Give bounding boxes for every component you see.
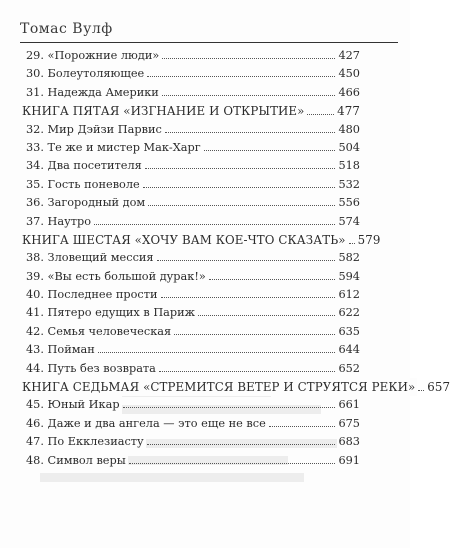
dot-leader xyxy=(145,168,336,169)
toc-entry-title: КНИГА ШЕСТАЯ «ХОЧУ ВАМ КОЕ-ЧТО СКАЗАТЬ» xyxy=(22,231,348,249)
toc-entry xyxy=(22,84,360,102)
dot-leader xyxy=(204,150,336,151)
toc-page-number: 691 xyxy=(338,453,360,467)
toc-entry xyxy=(22,157,360,175)
toc-page-number: 556 xyxy=(338,196,360,210)
dot-leader xyxy=(143,187,336,188)
dot-leader xyxy=(147,444,336,445)
toc-entry xyxy=(22,139,360,157)
toc-page-number: 594 xyxy=(338,269,360,283)
toc-page-number: 683 xyxy=(338,435,360,449)
toc-entry-title: 40. Последнее прости xyxy=(26,286,160,304)
dot-leader xyxy=(159,371,336,372)
toc-entry xyxy=(22,452,360,470)
table-of-contents xyxy=(22,47,450,470)
toc-entry xyxy=(22,396,360,414)
toc-page-number: 450 xyxy=(338,67,360,81)
toc-entry xyxy=(22,194,360,212)
dot-leader xyxy=(349,243,355,244)
toc-page-number: 477 xyxy=(337,104,360,119)
toc-page-number: 504 xyxy=(338,140,360,154)
dot-leader xyxy=(123,407,336,408)
toc-page-number: 661 xyxy=(338,398,360,412)
toc-entry xyxy=(22,433,360,451)
dot-leader xyxy=(418,390,424,391)
toc-entry xyxy=(22,360,360,378)
toc-entry xyxy=(22,121,360,139)
toc-page-number: 635 xyxy=(338,324,360,338)
dot-leader xyxy=(269,426,336,427)
toc-entry-title: 34. Два посетителя xyxy=(26,157,144,175)
toc-entry-title: 36. Загородный дом xyxy=(26,194,147,212)
toc-page-number: 518 xyxy=(338,159,360,173)
toc-page-number: 657 xyxy=(427,380,450,395)
header-rule xyxy=(20,42,398,43)
dot-leader xyxy=(161,297,336,298)
dot-leader xyxy=(198,315,335,316)
toc-entry xyxy=(22,304,360,322)
toc-page-number: 532 xyxy=(338,177,360,191)
header-author: Томас Вулф xyxy=(20,21,113,37)
toc-entry xyxy=(22,47,360,65)
toc-part-heading xyxy=(22,102,360,120)
toc-page-number: 675 xyxy=(338,416,360,430)
toc-page-number: 427 xyxy=(338,49,360,62)
toc-entry-title: КНИГА СЕДЬМАЯ «СТРЕМИТСЯ ВЕТЕР И СТРУЯТСЯ РЕКИ» xyxy=(22,378,417,396)
toc-entry-title: 33. Те же и мистер Мак-Харг xyxy=(26,139,203,157)
dot-leader xyxy=(94,224,335,225)
toc-entry-title: 35. Гость поневоле xyxy=(26,176,142,194)
toc-entry-title: 46. Даже и два ангела — это еще не все xyxy=(26,415,268,433)
toc-entry-title: 41. Пятеро едущих в Париж xyxy=(26,304,197,322)
toc-entry xyxy=(22,268,360,286)
dot-leader xyxy=(162,58,335,59)
toc-entry-title: 43. Пойман xyxy=(26,341,97,359)
toc-entry-title: 30. Болеутоляющее xyxy=(26,65,146,83)
toc-entry-title: 29. «Порожние люди» xyxy=(26,47,161,65)
toc-part-heading xyxy=(22,378,450,396)
toc-page-number: 652 xyxy=(338,361,360,375)
toc-entry-title: 38. Зловещий мессия xyxy=(26,249,156,267)
toc-entry-title: 47. По Екклезиасту xyxy=(26,433,146,451)
toc-entry xyxy=(22,249,360,267)
toc-entry xyxy=(22,341,360,359)
dot-leader xyxy=(162,95,336,96)
dot-leader xyxy=(209,279,336,280)
toc-entry-title: КНИГА ПЯТАЯ «ИЗГНАНИЕ И ОТКРЫТИЕ» xyxy=(22,102,306,120)
toc-page-number: 622 xyxy=(338,306,360,320)
toc-entry xyxy=(22,213,360,231)
toc-page-number: 612 xyxy=(338,288,360,302)
toc-entry-title: 45. Юный Икар xyxy=(26,396,122,414)
toc-entry-title: 32. Мир Дэйзи Парвис xyxy=(26,121,164,139)
running-header xyxy=(0,0,410,44)
toc-entry xyxy=(22,176,360,194)
toc-entry xyxy=(22,323,360,341)
toc-page-number: 582 xyxy=(338,251,360,265)
toc-entry xyxy=(22,415,360,433)
toc-entry-title: 37. Наутро xyxy=(26,213,93,231)
dot-leader xyxy=(129,463,336,464)
dot-leader xyxy=(98,352,336,353)
toc-entry-title: 42. Семья человеческая xyxy=(26,323,173,341)
dot-leader xyxy=(157,260,336,261)
toc-page-number: 466 xyxy=(338,85,360,99)
toc-page-number: 480 xyxy=(338,122,360,136)
dot-leader xyxy=(174,334,335,335)
dot-leader xyxy=(165,132,336,133)
toc-page-number: 574 xyxy=(338,214,360,228)
toc-page-number: 644 xyxy=(338,343,360,357)
toc-page-number: 579 xyxy=(357,232,381,247)
toc-entry xyxy=(22,65,360,83)
dot-leader xyxy=(147,76,335,77)
toc-entry-title: 39. «Вы есть большой дурак!» xyxy=(26,268,208,286)
toc-entry xyxy=(22,286,360,304)
toc-entry-title: 31. Надежда Америки xyxy=(26,84,161,102)
toc-part-heading xyxy=(22,231,381,249)
dot-leader xyxy=(148,205,335,206)
dot-leader xyxy=(307,114,334,115)
toc-entry-title: 48. Символ веры xyxy=(26,452,128,470)
toc-entry-title: 44. Путь без возврата xyxy=(26,360,158,378)
